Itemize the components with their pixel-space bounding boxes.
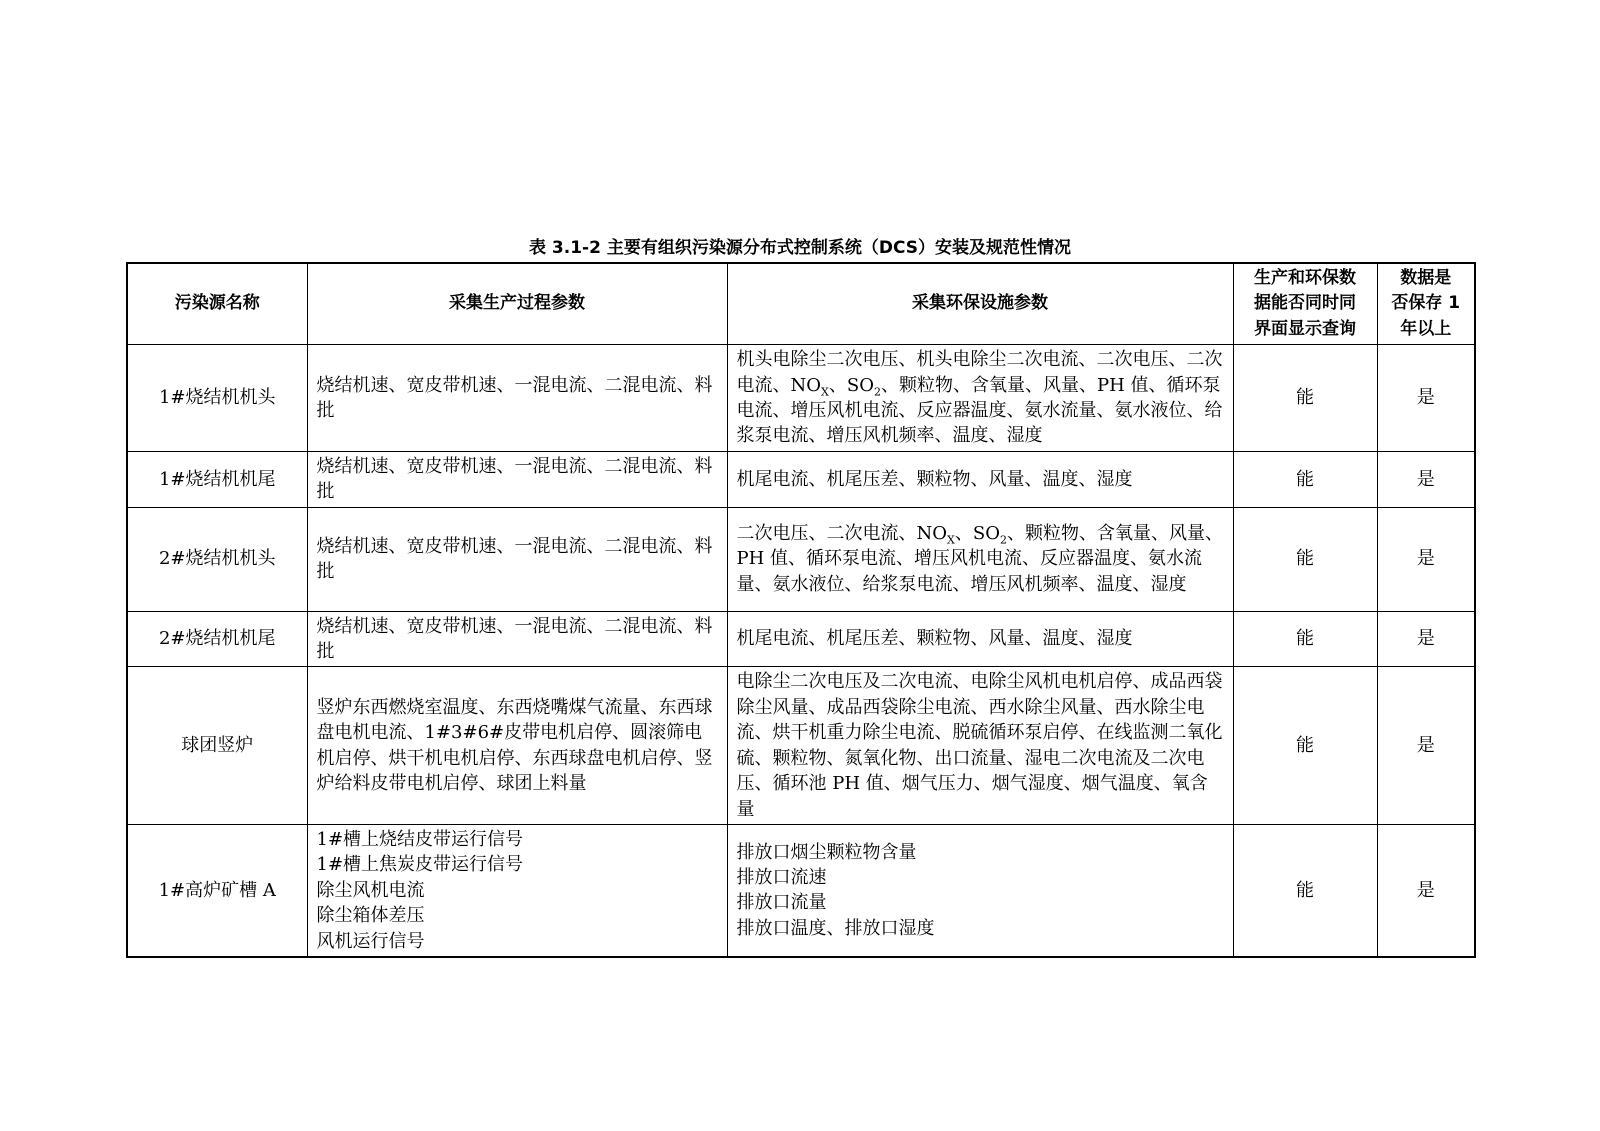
cell-source: 1#烧结机机头 [127, 345, 307, 452]
dcs-table [126, 262, 1476, 958]
cell-production [307, 824, 727, 957]
cell-env: 电除尘二次电压及二次电流、电除尘风机电机启停、成品西袋除尘风量、成品西袋除尘电流、西水除尘风量、西水除尘电流、烘干机重力除尘电流、脱硫循环泵启停、在线监测二氧化硫、颗粒物、氮氧化物、出口流量、湿电二次电流及二次电压、循环池 PH 值、烟气压力、烟气湿度、烟气温度、氧含量 [727, 667, 1233, 824]
env-text: 、SO [828, 374, 874, 396]
cell-source: 球团竖炉 [127, 667, 307, 824]
env-text: 机头电除尘二次电压、机头电除尘二次电流、二次电压、二次电流、NO [736, 349, 1223, 396]
header-saved-line: 年以上 [1400, 318, 1452, 339]
cell-saved: 是 [1377, 507, 1475, 611]
table-row [127, 345, 1475, 452]
header-production: 采集生产过程参数 [307, 263, 727, 345]
env-line: 排放口温度、排放口湿度 [736, 917, 935, 939]
cell-source: 2#烧结机机尾 [127, 611, 307, 667]
header-saved-line: 否保存 1 [1391, 293, 1461, 314]
header-env: 采集环保设施参数 [727, 263, 1233, 345]
cell-env: 机尾电流、机尾压差、颗粒物、风量、温度、湿度 [727, 611, 1233, 667]
cell-source: 1#高炉矿槽 A [127, 824, 307, 957]
cell-saved: 是 [1377, 611, 1475, 667]
cell-production: 烧结机速、宽皮带机速、一混电流、二混电流、料批 [307, 451, 727, 507]
table-caption: 表 3.1-2 主要有组织污染源分布式控制系统（DCS）安装及规范性情况 [529, 238, 1071, 258]
env-line: 排放口流量 [736, 892, 827, 914]
cell-env: 机尾电流、机尾压差、颗粒物、风量、温度、湿度 [727, 451, 1233, 507]
cell-display: 能 [1233, 667, 1377, 824]
production-line: 风机运行信号 [316, 930, 425, 952]
cell-production: 竖炉东西燃烧室温度、东西烧嘴煤气流量、东西球盘电机电流、1#3#6#皮带电机启停、圆滚筛电机启停、烘干机电机启停、东西球盘电机启停、竖炉给料皮带电机启停、球团上料量 [307, 667, 727, 824]
env-subscript: 2 [999, 533, 1007, 547]
production-line: 1#槽上焦炭皮带运行信号 [316, 854, 524, 876]
env-subscript: 2 [873, 385, 881, 399]
env-text: 、颗粒物、含氧量、风量、PH 值、循环泵电流、增压风机电流、反应器温度、氨水流量、氨水液位、给浆泵电流、增压风机频率、温度、湿度 [736, 374, 1223, 447]
header-row [127, 263, 1475, 345]
cell-display: 能 [1233, 451, 1377, 507]
cell-production: 烧结机速、宽皮带机速、一混电流、二混电流、料批 [307, 611, 727, 667]
cell-display: 能 [1233, 824, 1377, 957]
header-saved-line: 数据是 [1400, 268, 1452, 288]
cell-saved: 是 [1377, 451, 1475, 507]
cell-env [727, 345, 1233, 452]
header-display-line: 据能否同时同 [1254, 293, 1356, 314]
env-line: 排放口烟尘颗粒物含量 [736, 841, 917, 863]
table-row [127, 611, 1475, 667]
cell-display: 能 [1233, 345, 1377, 452]
header-saved [1377, 263, 1475, 345]
header-display-line: 界面显示查询 [1254, 318, 1356, 339]
cell-saved: 是 [1377, 824, 1475, 957]
cell-saved: 是 [1377, 345, 1475, 452]
header-display [1233, 263, 1377, 345]
env-text: 二次电压、二次电流、NO [736, 523, 948, 545]
cell-display: 能 [1233, 611, 1377, 667]
env-line: 排放口流速 [736, 867, 827, 889]
env-subscript: X [947, 533, 955, 547]
header-display-line: 生产和环保数 [1254, 268, 1356, 288]
env-subscript: X [821, 385, 829, 399]
production-line: 除尘风机电流 [316, 879, 425, 901]
cell-source: 1#烧结机机尾 [127, 451, 307, 507]
cell-saved: 是 [1377, 667, 1475, 824]
table-row [127, 451, 1475, 507]
cell-display: 能 [1233, 507, 1377, 611]
production-line: 除尘箱体差压 [316, 905, 425, 927]
cell-production: 烧结机速、宽皮带机速、一混电流、二混电流、料批 [307, 345, 727, 452]
production-line: 1#槽上烧结皮带运行信号 [316, 828, 524, 850]
table-row [127, 667, 1475, 824]
cell-env [727, 507, 1233, 611]
env-text: 、SO [954, 523, 1000, 545]
header-source: 污染源名称 [127, 263, 307, 345]
cell-env [727, 824, 1233, 957]
table-row [127, 507, 1475, 611]
table-row [127, 824, 1475, 957]
env-text: 、颗粒物、含氧量、风量、PH 值、循环泵电流、增压风机电流、反应器温度、氨水流量、氨水液位、给浆泵电流、增压风机频率、温度、湿度 [736, 523, 1223, 595]
cell-production: 烧结机速、宽皮带机速、一混电流、二混电流、料批 [307, 507, 727, 611]
cell-source: 2#烧结机机头 [127, 507, 307, 611]
